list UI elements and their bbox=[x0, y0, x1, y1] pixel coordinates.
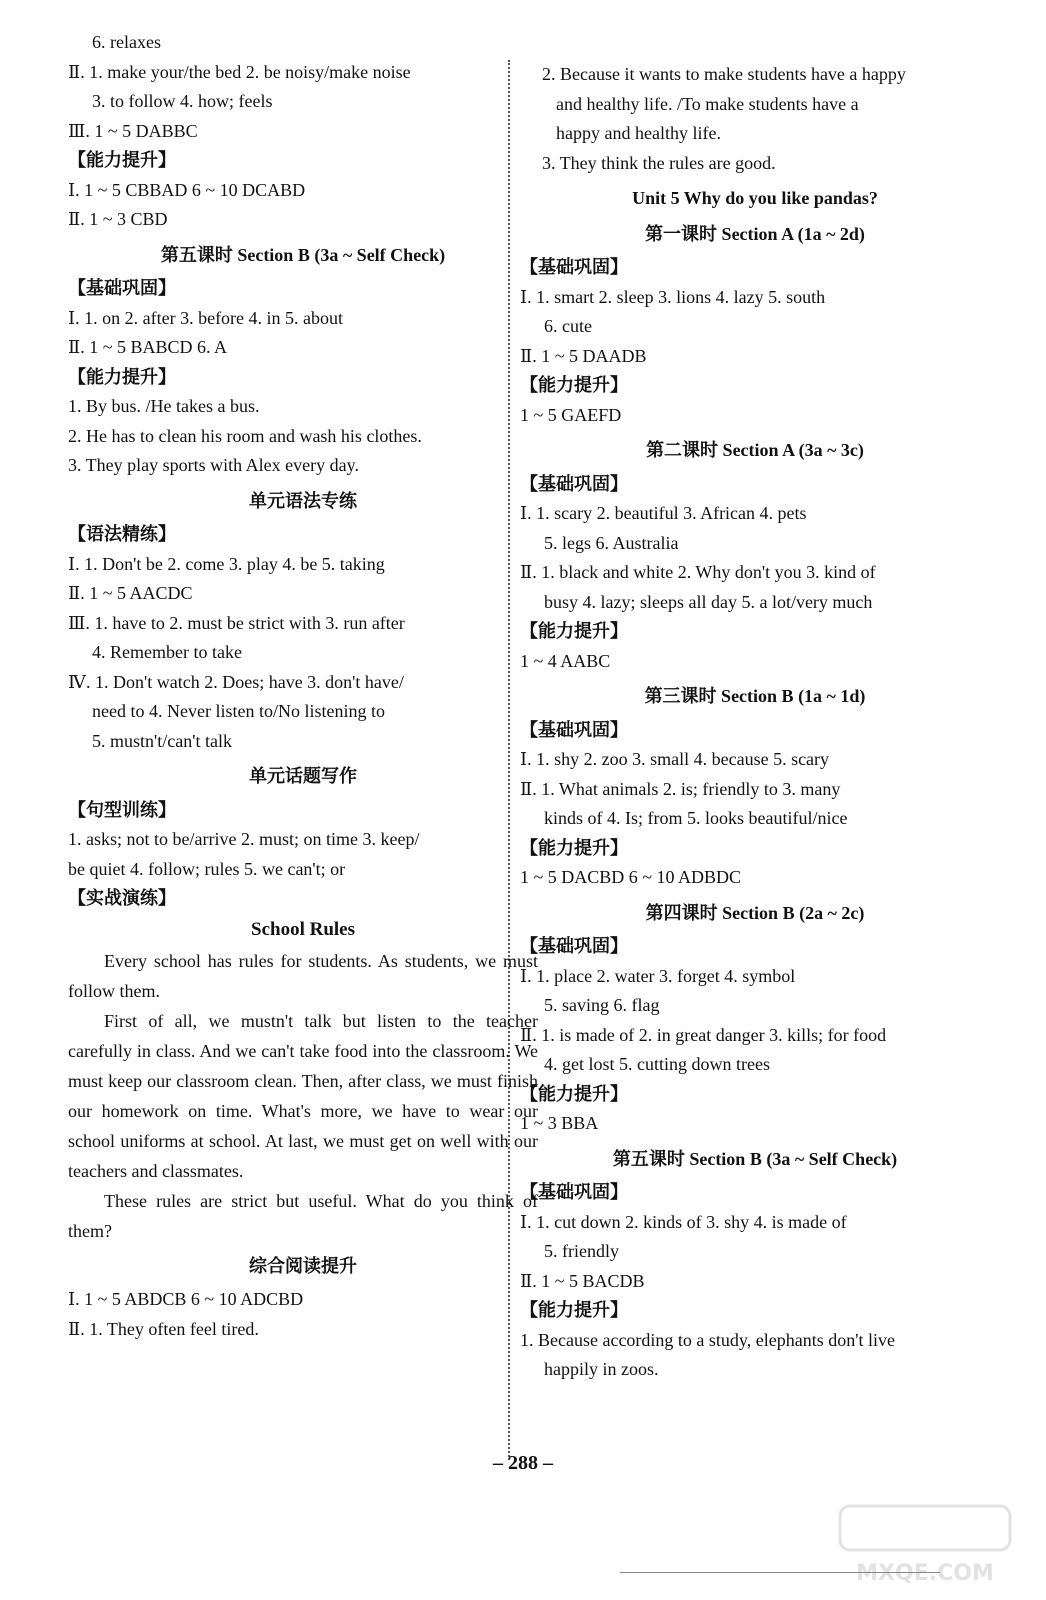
section-tag: 【能力提升】 bbox=[520, 375, 628, 395]
answer-line: 1. Because according to a study, elephants don't live bbox=[520, 1329, 895, 1350]
answer-line: be quiet 4. follow; rules 5. we can't; or bbox=[68, 858, 346, 879]
answer-line: Ⅱ. 1. make your/the bed 2. be noisy/make noise bbox=[68, 61, 411, 82]
answer-line: Ⅰ. 1 ~ 5 ABDCB 6 ~ 10 ADCBD bbox=[68, 1289, 304, 1309]
section-tag: 【能力提升】 bbox=[520, 621, 628, 641]
section-tag: 【能力提升】 bbox=[520, 1083, 628, 1104]
essay-title: School Rules bbox=[251, 918, 355, 940]
answer-line: happily in zoos. bbox=[544, 1359, 659, 1379]
answer-line: 3. They play sports with Alex every day. bbox=[68, 455, 359, 475]
section-tag: 【基础巩固】 bbox=[520, 719, 628, 740]
answer-line: 1. By bus. /He takes a bus. bbox=[68, 396, 260, 416]
section-tag: 【语法精练】 bbox=[68, 524, 176, 544]
answer-line: 5. saving 6. flag bbox=[544, 995, 660, 1015]
answer-line: kinds of 4. Is; from 5. looks beautiful/nice bbox=[544, 808, 848, 828]
essay-paragraph: First of all, we mustn't talk but listen to the teacher carefully in class. And we can't take food into the classroom. We must keep our classroom clean. Then, after class, we must finish our homework on time. What's more, we have to wear our school uniforms at school. At last, we must get on well with our teachers and classmates. bbox=[68, 1010, 538, 1181]
page-number: – 288 – bbox=[493, 1452, 553, 1474]
answer-line: Ⅱ. 1 ~ 5 BACDB bbox=[520, 1270, 645, 1291]
lesson-heading: 第五课时 Section B (3a ~ Self Check) bbox=[160, 244, 446, 265]
answer-line: Ⅰ. 1. shy 2. zoo 3. small 4. because 5. scary bbox=[520, 749, 830, 769]
section-tag: 【能力提升】 bbox=[68, 150, 176, 170]
essay-paragraph: These rules are strict but useful. What do you think of them? bbox=[68, 1190, 538, 1241]
section-tag: 【实战演练】 bbox=[68, 888, 176, 908]
answer-line: Ⅰ. 1. smart 2. sleep 3. lions 4. lazy 5. south bbox=[520, 286, 826, 307]
answer-line: need to 4. Never listen to/No listening to bbox=[92, 701, 385, 721]
answer-line: happy and healthy life. bbox=[556, 123, 721, 143]
section-tag: 【能力提升】 bbox=[68, 366, 176, 387]
answer-line: Ⅱ. 1 ~ 5 AACDC bbox=[68, 583, 193, 603]
section-tag: 【基础巩固】 bbox=[520, 936, 628, 956]
section-tag: 【基础巩固】 bbox=[520, 257, 628, 277]
answer-line: Ⅰ. 1. on 2. after 3. before 4. in 5. about bbox=[68, 307, 344, 328]
answer-line: Ⅱ. 1 ~ 5 BABCD 6. A bbox=[68, 337, 227, 357]
answer-line: Ⅲ. 1 ~ 5 DABBC bbox=[68, 120, 198, 141]
answer-line: Ⅱ. 1. They often feel tired. bbox=[68, 1318, 259, 1339]
answer-line: 1 ~ 5 DACBD 6 ~ 10 ADBDC bbox=[520, 867, 742, 887]
section-tag: 【能力提升】 bbox=[520, 837, 628, 858]
section-tag: 【基础巩固】 bbox=[520, 1182, 628, 1202]
answer-line: and healthy life. /To make students have a bbox=[556, 93, 859, 114]
answer-line: Ⅱ. 1 ~ 5 DAADB bbox=[520, 345, 647, 366]
lesson-heading: 综合阅读提升 bbox=[249, 1255, 357, 1276]
essay-paragraph: Every school has rules for students. As students, we must follow them. bbox=[68, 950, 538, 1001]
answer-line: 2. Because it wants to make students have a happy bbox=[542, 64, 906, 84]
answer-line: 5. legs 6. Australia bbox=[544, 532, 679, 553]
lesson-heading: 单元话题写作 bbox=[249, 766, 357, 786]
answer-line: 5. mustn't/can't talk bbox=[92, 730, 232, 751]
lesson-heading: 第一课时 Section A (1a ~ 2d) bbox=[645, 223, 865, 244]
left-column bbox=[68, 28, 538, 1344]
answer-line: 4. get lost 5. cutting down trees bbox=[544, 1054, 770, 1074]
answer-line: Ⅰ. 1. scary 2. beautiful 3. African 4. pets bbox=[520, 503, 807, 523]
unit-heading: Unit 5 Why do you like pandas? bbox=[632, 188, 878, 208]
answer-line: 3. They think the rules are good. bbox=[542, 152, 776, 173]
answer-line: Ⅰ. 1. place 2. water 3. forget 4. symbol bbox=[520, 965, 796, 986]
answer-line: 1 ~ 5 GAEFD bbox=[520, 404, 622, 425]
watermark-logo bbox=[820, 1500, 1030, 1590]
section-tag: 【句型训练】 bbox=[68, 799, 176, 820]
lesson-heading: 第二课时 Section A (3a ~ 3c) bbox=[646, 440, 864, 460]
answer-line: Ⅱ. 1. black and white 2. Why don't you 3. kind of bbox=[520, 562, 876, 582]
answer-line: 5. friendly bbox=[544, 1241, 619, 1261]
answer-line: 6. relaxes bbox=[92, 32, 161, 52]
lesson-heading: 第五课时 Section B (3a ~ Self Check) bbox=[612, 1148, 898, 1169]
footer-rule bbox=[620, 1572, 940, 1573]
answer-line: Ⅰ. 1. Don't be 2. come 3. play 4. be 5. taking bbox=[68, 553, 385, 574]
lesson-heading: 第四课时 Section B (2a ~ 2c) bbox=[645, 902, 865, 923]
answer-line: Ⅳ. 1. Don't watch 2. Does; have 3. don't have/ bbox=[68, 671, 404, 692]
answer-line: 6. cute bbox=[544, 316, 592, 336]
answer-line: Ⅱ. 1 ~ 3 CBD bbox=[68, 209, 168, 229]
answer-line: 1 ~ 4 AABC bbox=[520, 650, 611, 671]
answer-line: 3. to follow 4. how; feels bbox=[92, 91, 273, 111]
answer-line: Ⅰ. 1 ~ 5 CBBAD 6 ~ 10 DCABD bbox=[68, 179, 306, 200]
lesson-heading: 单元语法专练 bbox=[249, 490, 357, 511]
section-tag: 【能力提升】 bbox=[520, 1300, 628, 1320]
answer-line: Ⅰ. 1. cut down 2. kinds of 3. shy 4. is made of bbox=[520, 1211, 847, 1232]
lesson-heading: 第三课时 Section B (1a ~ 1d) bbox=[644, 686, 866, 706]
answer-line: busy 4. lazy; sleeps all day 5. a lot/very much bbox=[544, 591, 873, 612]
watermark-text: MXQE.COM bbox=[856, 1561, 994, 1586]
answer-line: 4. Remember to take bbox=[92, 642, 242, 662]
answer-line: Ⅱ. 1. What animals 2. is; friendly to 3. many bbox=[520, 778, 841, 799]
answer-line: 1. asks; not to be/arrive 2. must; on time 3. keep/ bbox=[68, 829, 420, 849]
section-tag: 【基础巩固】 bbox=[520, 473, 628, 494]
answer-line: 2. He has to clean his room and wash his clothes. bbox=[68, 425, 422, 446]
answer-line: Ⅲ. 1. have to 2. must be strict with 3. run after bbox=[68, 612, 405, 633]
answer-line: 1 ~ 3 BBA bbox=[520, 1113, 599, 1133]
answer-line: Ⅱ. 1. is made of 2. in great danger 3. kills; for food bbox=[520, 1024, 887, 1045]
right-column bbox=[520, 60, 990, 1385]
section-tag: 【基础巩固】 bbox=[68, 278, 176, 298]
